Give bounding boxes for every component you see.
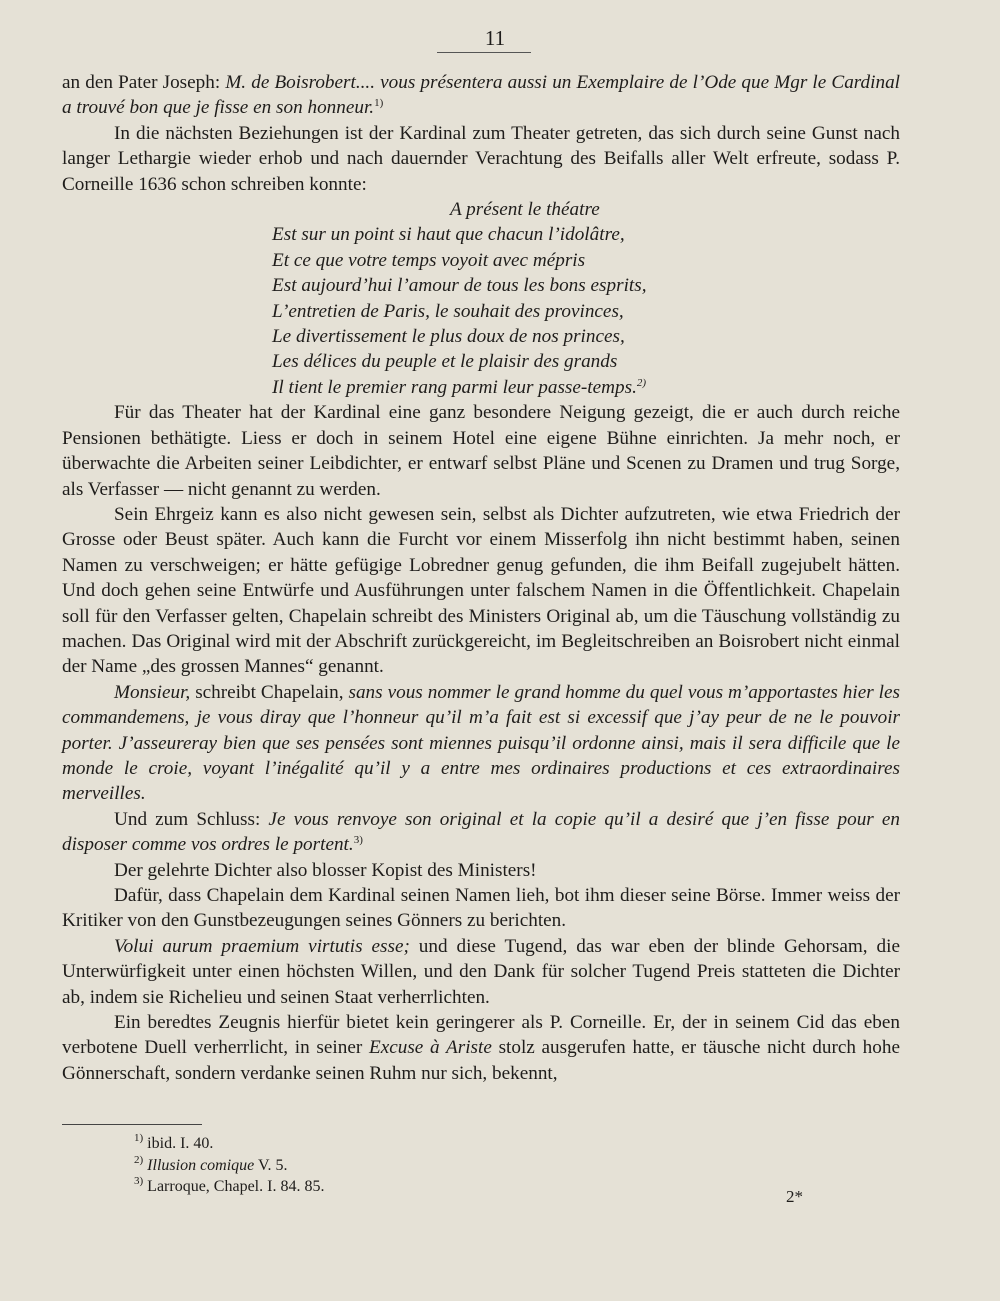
footnotes (134, 1133, 634, 1198)
p10-part-a: Ein beredtes Zeugnis hierfür bietet kein geringerer als P. Corneille. Er, der in seinem Cid das eben verbotene Duell verherrlicht, in seiner (62, 1012, 900, 1059)
verse-line: Les délices du peuple et le plaisir des grands (272, 351, 618, 373)
p10-work-title: Excuse à Ariste (368, 1037, 492, 1059)
p1-quote: M. de Boisrobert.... vous présentera aussi un Exemplaire de l’Ode que Mgr le Cardinal a trouvé bon que je fisse en son honneur. (62, 72, 900, 119)
p9-latin-quote: Volui aurum praemium virtutis esse; (114, 935, 410, 957)
footnote-ref-1: 1) (374, 97, 384, 110)
paragraph-3: Für das Theater hat der Kardinal eine ganz besondere Neigung gezeigt, die er auch durch reiche Pensionen bethätigte. Liess er doch in seinem Hotel eine eigene Bühne einrichten. Ja mehr noch, er überwachte die Arbeiten seiner Leibdichter, er entwarf selbst Pläne und Scenen zu Dramen und trug Sorge, als Verfasser — nicht genannt zu werden. (62, 402, 900, 500)
paragraph-4: Sein Ehrgeiz kann es also nicht gewesen sein, selbst als Dichter aufzutreten, wie etwa Friedrich der Grosse oder Beust später. Auch kann die Furcht vor einem Misserfolg ihn nicht bestimmt haben, seinen Namen zu verschweigen; er hätte gefügige Lobredner genug gefunden, die ihm Beifall zugejubelt hätten. Und doch gehen seine Entwürfe und Ausführungen unter falschem Namen in die Öffentlichkeit. Chapelain soll für den Verfasser gelten, Chapelain schreibt des Ministers Original ab, um die Täuschung vollständig zu machen. Das Original wird mit der Abschrift zurückgereicht, im Begleitschreiben an Boisrobert nicht einmal der Name „des grossen Mannes“ genannt. (62, 503, 900, 678)
main-text (62, 70, 900, 1086)
footnote-rule (62, 1124, 202, 1125)
paragraph-6 (62, 807, 900, 858)
footnote: $^{1)}$ ibid. I. 40. (134, 1132, 214, 1152)
paragraph-5 (62, 680, 900, 807)
signature-mark: 2* (786, 1187, 803, 1206)
p5-quote: sans vous nommer le grand homme du quel vous m’apportastes hier les commandemens, je vous diray que l’honneur qu’il m’a fait est si excessif que j’ay peur de ne le pouvoir porter. J’asseureray bien que ses pensées sont miennes puisqu’il ordonne ainsi, mais il sera difficile que le monde le croie, voyant l’inégalité qu’il y a entre mes ordinaires productions et ces extraordinaires merveilles. (62, 681, 900, 805)
verse-line: Le divertissement le plus doux de nos princes, (272, 326, 625, 348)
footnote-ref-3: 3) (353, 834, 363, 847)
verse-line: A présent le théatre (450, 199, 600, 221)
verse-line: L’entretien de Paris, le souhait des provinces, (272, 300, 624, 322)
p6-lead: Und zum Schluss: (114, 808, 269, 830)
verse-line: Est sur un point si haut que chacun l’idolâtre, (272, 224, 625, 246)
footnote: $^{3)}$ Larroque, Chapel. I. 84. 85. (134, 1175, 325, 1195)
paragraph-2: In die nächsten Beziehungen ist der Kardinal zum Theater getreten, das sich durch seine Gunst nach langer Lethargie wieder erhob und nach dauernder Verachtung des Beifalls aller Welt erfreute, sodass P. Corneille 1636 schon schreiben konnte: (62, 122, 900, 195)
footnote: $^{2)}$ Illusion comique V. 5. (134, 1153, 288, 1174)
p5-attribution: schreibt Chapelain, (190, 681, 349, 703)
p10-part-b: stolz ausgerufen hatte, er täusche nicht durch hohe Gönnerschaft, sondern verdanke seinen Ruhm nur sich, bekennt, (62, 1037, 900, 1084)
verse-quotation (272, 197, 900, 400)
paragraph-7: Der gelehrte Dichter also blosser Kopist des Ministers! (114, 859, 537, 881)
verse-line: Et ce que votre temps voyoit avec mépris (272, 249, 586, 271)
page-number: 11 (484, 26, 506, 50)
p5-salutation: Monsieur, (114, 681, 191, 703)
paragraph-10 (62, 1010, 900, 1086)
verse-line-last: Il tient le premier rang parmi leur passe-temps.$^{2)}$ (272, 376, 647, 398)
verse-line: Est aujourd’hui l’amour de tous les bons esprits, (272, 275, 647, 297)
p9-rest: und diese Tugend, das war eben der blinde Gehorsam, die Unterwürfigkeit unter einen höchsten Willen, und den Dank für solcher Tugend Preis statteten die Dichter ab, indem sie Richelieu und seinen Staat verherrlichten. (62, 935, 900, 1008)
p1-lead: an den Pater Joseph: (62, 72, 226, 93)
p6-quote: Je vous renvoye son original et la copie qu’il a desiré que j’en fisse pour en disposer comme vos ordres le portent. (62, 808, 900, 856)
page-number-rule (437, 52, 531, 53)
paragraph-8: Dafür, dass Chapelain dem Kardinal seinen Namen lieh, bot ihm dieser seine Börse. Immer weiss der Kritiker von den Gunstbezeugungen seines Gönners zu berichten. (62, 885, 900, 932)
paragraph-1 (62, 70, 900, 121)
paragraph-9 (62, 934, 900, 1010)
footnote-ref-2: 2) (636, 376, 647, 389)
